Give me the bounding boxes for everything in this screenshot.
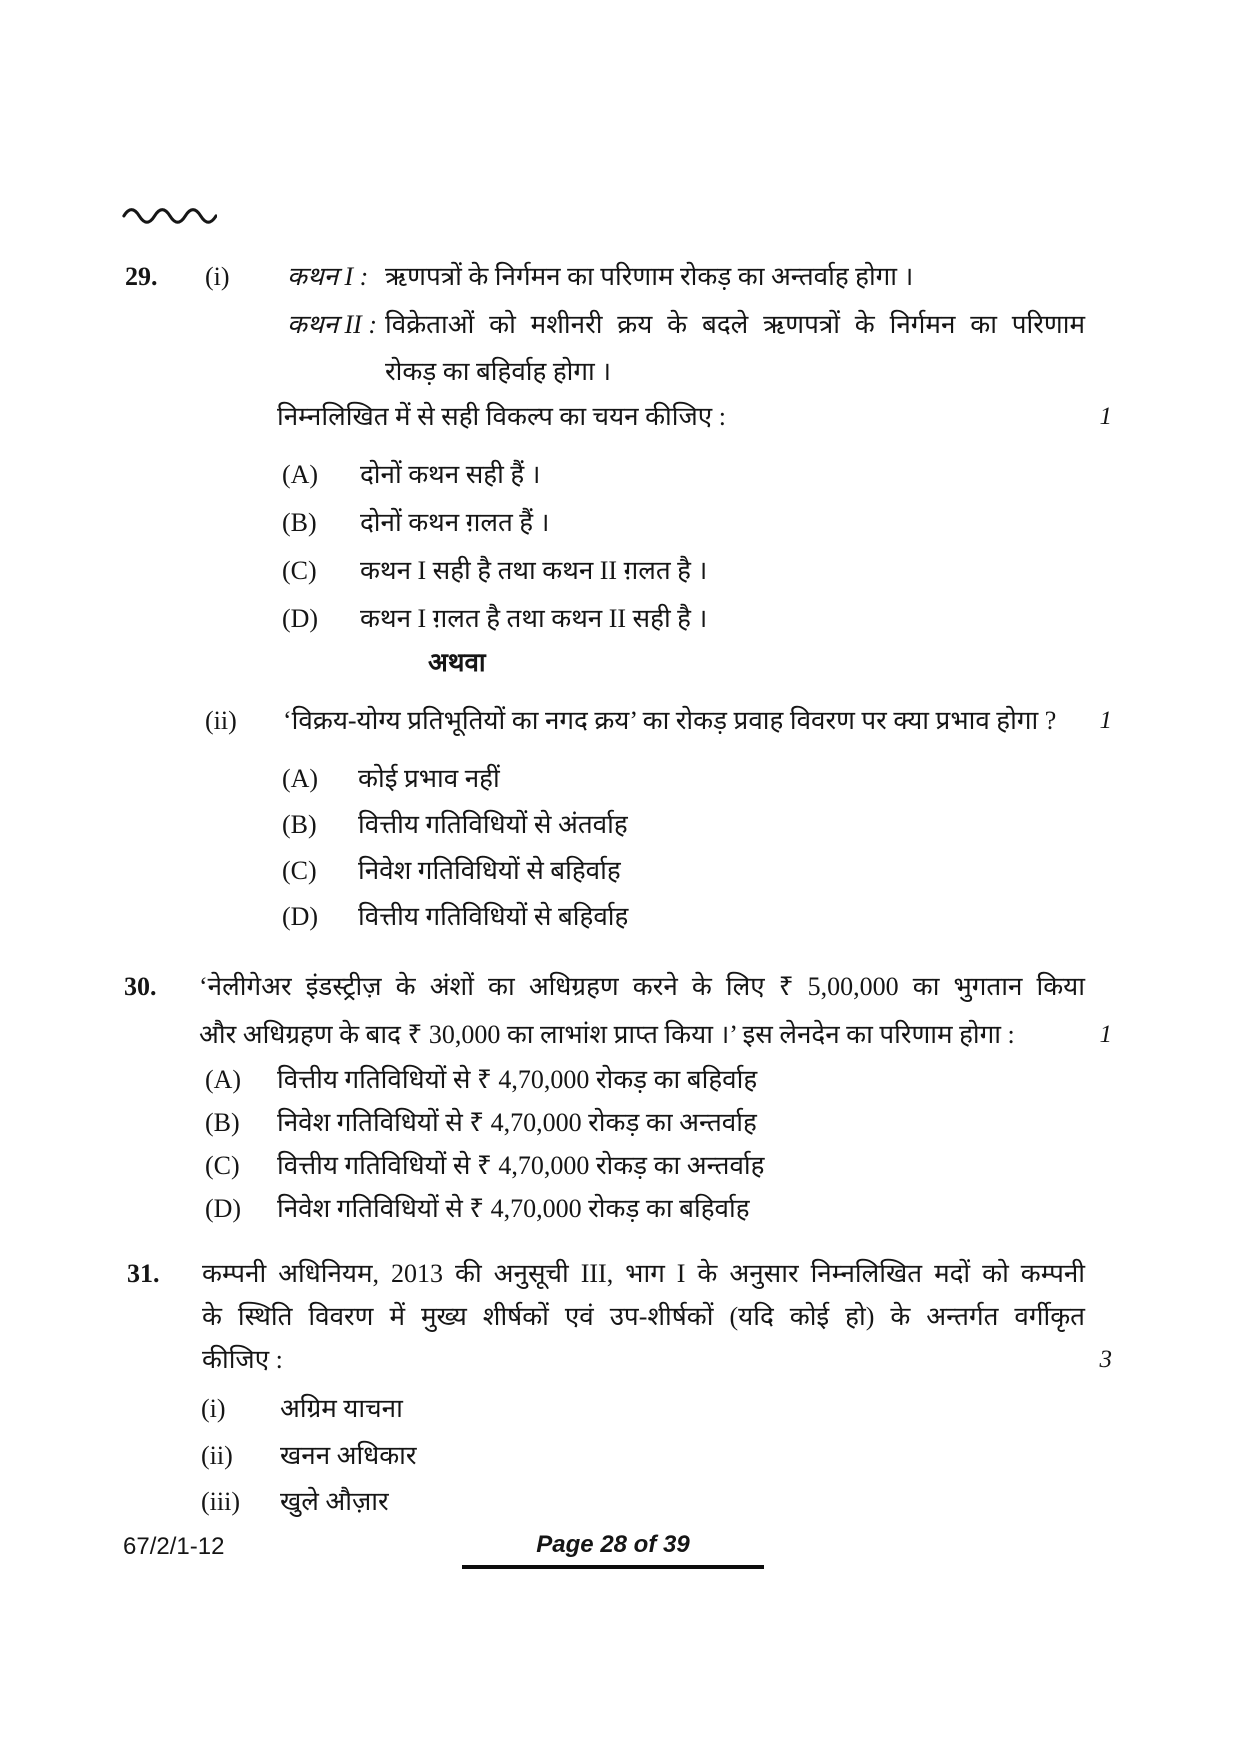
q29i-prompt: निम्नलिखित में से सही विकल्प का चयन कीजिए : [277,402,726,431]
q30-option-d-label: (D) [205,1194,242,1223]
q30-option-a-label: (A) [205,1065,242,1094]
q30-option-b-text: निवेश गतिविधियों से ₹ 4,70,000 रोकड़ का अन्तर्वाह [277,1108,757,1137]
q29ii-marks: 1 [1099,707,1112,734]
q30-text-line2: और अधिग्रहण के बाद ₹ 30,000 का लाभांश प्राप्त किया ।’ इस लेनदेन का परिणाम होगा : [199,1020,1015,1049]
q29ii-option-d-text: वित्तीय गतिविधियों से बहिर्वाह [358,902,629,931]
q30-option-b-label: (B) [205,1108,240,1137]
q29i-option-b-text: दोनों कथन ग़लत हैं । [360,508,550,537]
q30-option-c-text: वित्तीय गतिविधियों से ₹ 4,70,000 रोकड़ का अन्तर्वाह [277,1151,765,1180]
q29ii-option-a-label: (A) [282,764,319,793]
q31-item-iii-label: (iii) [201,1487,240,1516]
q29ii-marker: (ii) [205,706,237,735]
q29i-option-a-label: (A) [282,460,319,489]
q31-marks: 3 [1099,1346,1112,1373]
q31-item-ii-label: (ii) [201,1441,233,1470]
q29i-option-b-label: (B) [282,508,317,537]
q29ii-option-b-text: वित्तीय गतिविधियों से अंतर्वाह [358,810,628,839]
q31-text-line1: कम्पनी अधिनियम, 2013 की अनुसूची III, भाग I के अनुसार निम्नलिखित मदों को कम्पनी [202,1259,1085,1288]
q30-text-line1: ‘नेलीगेअर इंडस्ट्रीज़ के अंशों का अधिग्रहण करने के लिए ₹ 5,00,000 का भुगतान किया [199,972,1085,1001]
q31-text-line2: के स्थिति विवरण में मुख्य शीर्षकों एवं उप-शीर्षकों (यदि कोई हो) के अन्तर्गत वर्गीकृत [202,1302,1085,1331]
q29i-option-d-text: कथन I ग़लत है तथा कथन II सही है । [360,604,708,633]
q30-number: 30. [124,972,157,1001]
q30-option-c-label: (C) [205,1151,240,1180]
q29i-option-c-text: कथन I सही है तथा कथन II ग़लत है । [360,556,708,585]
q29ii-option-c-text: निवेश गतिविधियों से बहिर्वाह [358,856,621,885]
q29i-option-d-label: (D) [282,604,319,633]
q29i-statement2-line2: रोकड़ का बहिर्वाह होगा । [385,357,612,386]
q29i-marks: 1 [1099,403,1112,430]
q29ii-option-a-text: कोई प्रभाव नहीं [358,764,500,793]
q29i-statement1-text: ऋणपत्रों के निर्गमन का परिणाम रोकड़ का अन्तर्वाह होगा । [385,262,914,291]
q29i-marker: (i) [205,262,230,291]
page-number: Page 28 of 39 [536,1531,690,1558]
q29i-statement1-label: कथन I : [287,262,369,291]
q29ii-option-c-label: (C) [282,856,317,885]
q31-text-line3: कीजिए : [202,1345,283,1374]
q31-number: 31. [127,1259,160,1288]
paper-code: 67/2/1-12 [123,1533,225,1560]
q31-item-i-text: अग्रिम याचना [280,1394,403,1423]
or-separator: अथवा [428,648,486,677]
footer-rule [462,1565,764,1569]
q29i-statement2-line1: विक्रेताओं को मशीनरी क्रय के बदले ऋणपत्रों के निर्गमन का परिणाम [385,310,1085,339]
q29-number: 29. [125,262,158,291]
q30-option-a-text: वित्तीय गतिविधियों से ₹ 4,70,000 रोकड़ का बहिर्वाह [277,1065,758,1094]
q31-item-iii-text: खुले औज़ार [280,1487,389,1516]
q29i-option-a-text: दोनों कथन सही हैं । [360,460,541,489]
q29ii-option-d-label: (D) [282,902,319,931]
q29ii-option-b-label: (B) [282,810,317,839]
q30-marks: 1 [1099,1021,1112,1048]
wavy-line-icon [121,202,217,226]
q31-item-i-label: (i) [201,1394,226,1423]
q29i-option-c-label: (C) [282,556,317,585]
q30-option-d-text: निवेश गतिविधियों से ₹ 4,70,000 रोकड़ का बहिर्वाह [277,1194,750,1223]
q29ii-question: ‘विक्रय-योग्य प्रतिभूतियों का नगद क्रय’ का रोकड़ प्रवाह विवरण पर क्या प्रभाव होगा ? [283,706,1057,735]
q29i-statement2-label: कथन II : [287,310,377,339]
q31-item-ii-text: खनन अधिकार [280,1441,417,1470]
